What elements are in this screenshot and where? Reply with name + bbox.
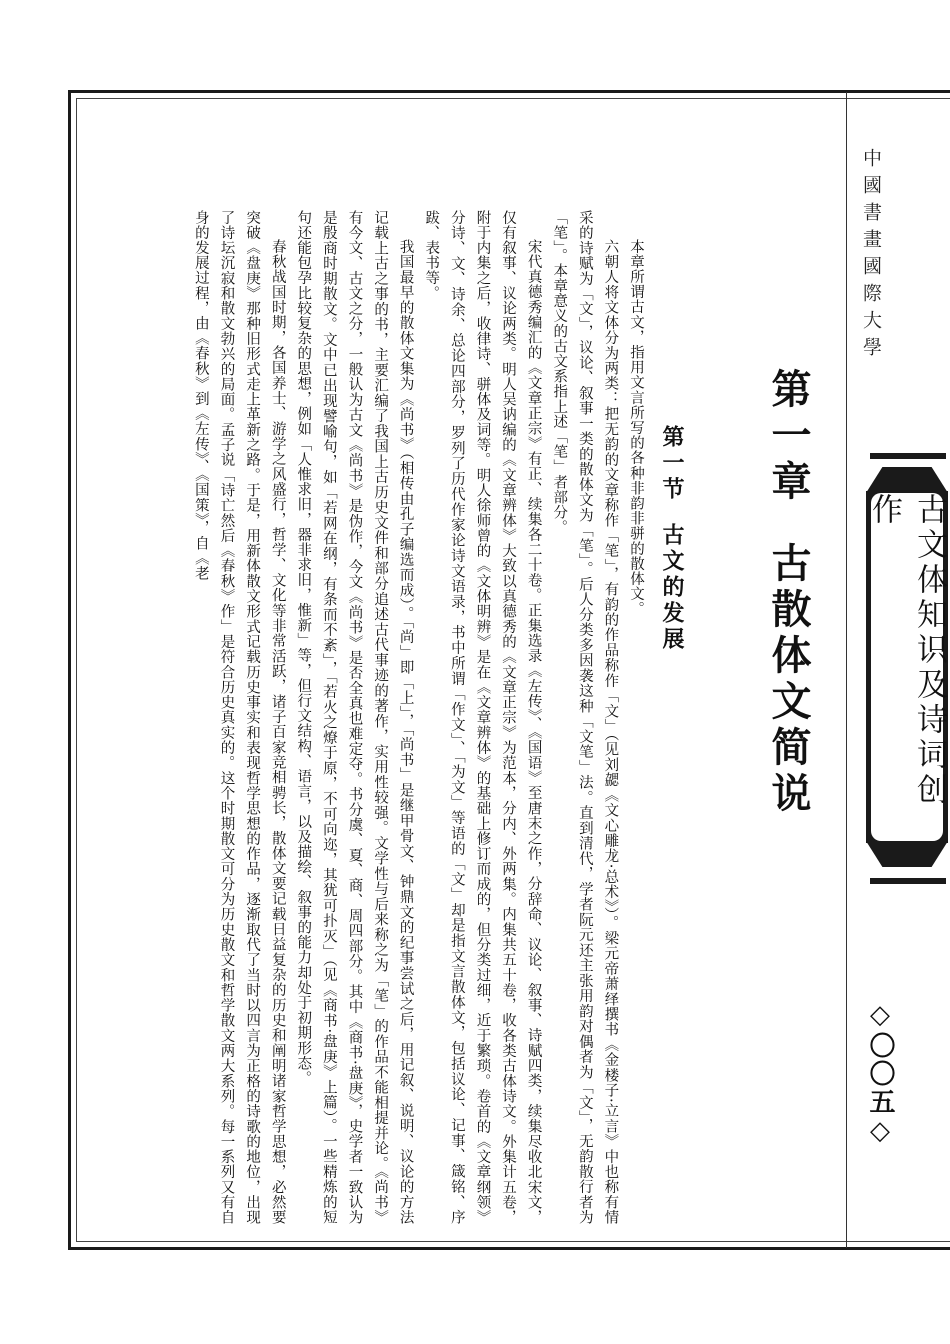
book-title-band-bottom xyxy=(870,878,946,884)
book-title: 古文体知识及诗词创作 xyxy=(866,493,947,808)
university-name: 中國書畫國際大學 xyxy=(860,148,882,364)
paragraph: 六朝人将文体分为两类：把无韵的文章称作「笔」，有韵的作品称作「文」（见刘勰《文心雕龙·总术》）。梁元帝萧绎撰书《金楼子·立言》中也称有情采的诗赋为「文」，议论、叙事一类的散体文为「笔」。后人分类多因袭这种「文笔」法。直到清代，学者阮元还主张用韵对偶者为「文」，无韵散行者为「笔」。本章意义的古文系指上述「笔」者部分。 xyxy=(551,210,619,1225)
chapter-heading xyxy=(760,368,817,818)
margin-rule xyxy=(846,92,847,1248)
paragraph: 本章所谓古文，指用文言所写的各种非韵非骈的散体文。 xyxy=(628,239,644,617)
chapter-number: 第一章 xyxy=(765,368,812,506)
section-number: 第一节 xyxy=(659,425,685,503)
chapter-title: 古散体文简说 xyxy=(765,542,812,818)
section-heading xyxy=(657,425,688,653)
book-title-band-top xyxy=(870,453,946,459)
paragraph: 宋代真德秀编汇的《文章正宗》有正、续集各二十卷。正集选录《左传》、《国语》至唐末之作，分辞命、议论、叙事、诗赋四类，续集尽收北宋文，仅有叙事、议论两类。明人吴讷编的《文章辨体》大致以真德秀的《文章正宗》为范本，分内、外两集。内集共五十卷，收各类古体诗文。外集计五卷，附于内集之后，收律诗、骈体及词等。明人徐师曾的《文体明辨》是在《文章辨体》的基础上修订而成的，但分类过细，近于繁琐。卷首的《文章纲领》分诗、文、诗余、总论四部分，罗列了历代作家论诗文语录，书中所谓「作文」、「为文」等语的「文」却是指文言散体文，包括议论、记事、箴铭、序跋、表书等。 xyxy=(423,210,542,1225)
body-text xyxy=(187,210,648,1225)
page-number: ◇〇〇五◇ xyxy=(865,1000,895,1148)
book-title-box xyxy=(866,467,948,867)
paragraph: 春秋战国时期，各国养士、游学之风盛行，哲学、文化等非常活跃，诸子百家竞相骋长，散体文要记载日益复杂的历史和阐明诸家哲学思想，必然要突破《盘庚》那种旧形式走上革新之路。于是，用新体散文形式记载历史事实和表现哲学思想的作品，逐渐取代了当时以四言为正格的诗歌的地位，出现了诗坛沉寂和散文勃兴的局面。孟子说「诗亡然后《春秋》作」是符合历史真实的。这个时期散文可分为历史散文和哲学散文两大系列。每一系列又有自身的发展过程，由《春秋》到《左传》、《国策》，自《老 xyxy=(192,210,286,1225)
section-title: 古文的发展 xyxy=(659,523,685,653)
paragraph: 我国最早的散体文集为《尚书》（相传由孔子编选而成）。「尚」即「上」，「尚书」是继甲骨文、钟鼎文的纪事尝试之后，用记叙、说明、议论的方法记载上古之事的书，主要汇编了我国上古历史文件和部分追述古代事迹的著作，实用性较强。文学性与后来称之为「笔」的作品不能相提并论。《尚书》有今文、古文之分，一般认为古文《尚书》是伪作，今文《尚书》是否全真也难定夺。书分虞、夏、商、周四部分。其中《商书·盘庚》，史学者一致认为是殷商时期散文。文中已出现譬喻句，如「若网在纲，有条而不紊」，「若火之燎于原，不可向迩，其犹可扑灭」（见《商书·盘庚》上篇）。一些精炼的短句还能包孕比较复杂的思想，例如「人惟求旧，器非求旧，惟新」等，但行文结构、语言，以及描绘、叙事的能力却处于初期形态。 xyxy=(295,210,414,1225)
